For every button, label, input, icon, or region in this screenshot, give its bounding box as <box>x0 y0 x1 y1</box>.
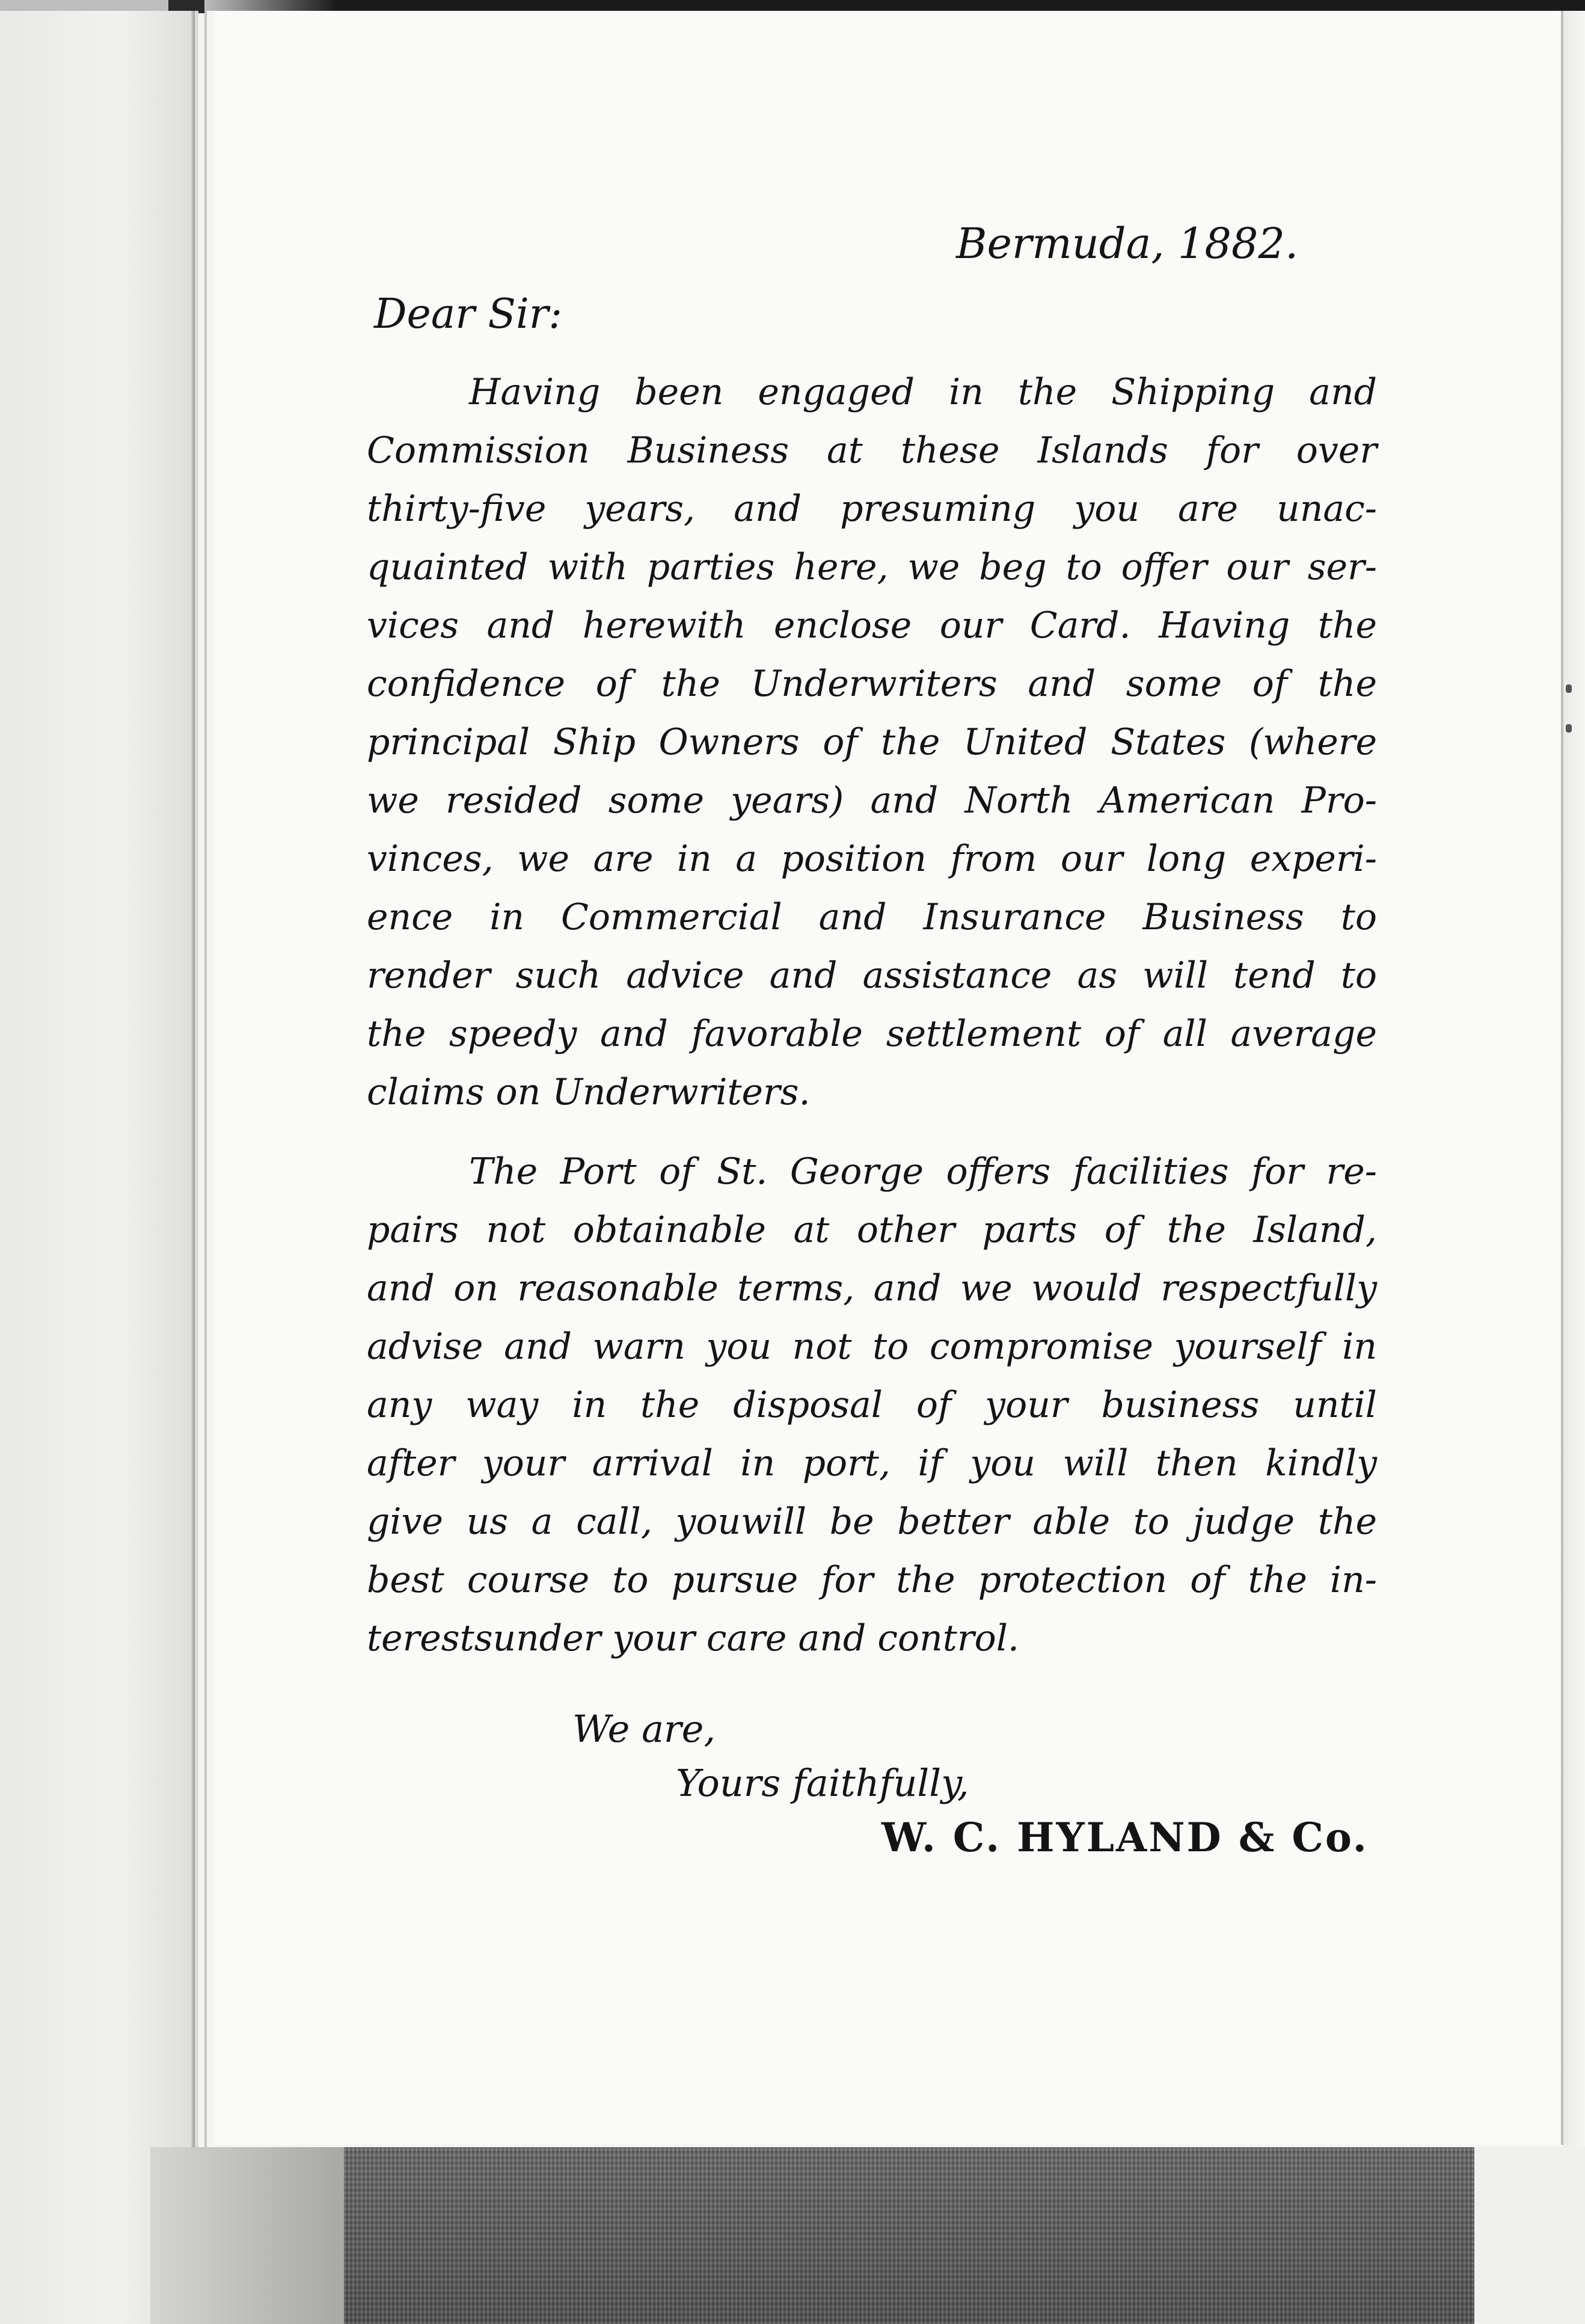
letter-date: Bermuda, 1882. <box>956 219 1299 268</box>
closing-we-are: We are, <box>572 1707 716 1751</box>
text-line: the speedy and favorable settlement of all average <box>367 1013 1377 1055</box>
text-line: ence in Commercial and Insurance Business to <box>367 896 1377 938</box>
text-line: thirty-five years, and presuming you are unac- <box>367 488 1377 530</box>
text-line: vinces, we are in a position from our long experi- <box>367 838 1377 880</box>
signature: W. C. HYLAND & Co. <box>881 1814 1369 1861</box>
text-line: Having been engaged in the Shipping and <box>469 371 1377 413</box>
text-line: claims on Underwriters. <box>367 1071 811 1113</box>
text-line: confidence of the Underwriters and some of the <box>367 663 1377 705</box>
text-line: render such advice and assistance as will tend to <box>367 954 1377 997</box>
text-line: give us a call, youwill be better able to judge the <box>367 1501 1377 1543</box>
text-line: vices and herewith enclose our Card. Having the <box>367 604 1377 647</box>
letter-salutation: Dear Sir: <box>374 290 563 338</box>
text-line: quainted with parties here, we beg to offer our ser- <box>367 546 1377 588</box>
text-line: advise and warn you not to compromise yourself in <box>367 1326 1377 1368</box>
text-line: Commission Business at these Islands for over <box>367 429 1377 472</box>
letter-paragraph-1 <box>367 363 1377 1122</box>
text-line: any way in the disposal of your business until <box>367 1384 1377 1426</box>
text-line: The Port of St. George offers facilities for re- <box>469 1151 1377 1193</box>
text-line: pairs not obtainable at other parts of the Island, <box>367 1209 1377 1251</box>
closing-yours-faithfully: Yours faithfully, <box>676 1761 969 1805</box>
text-line: we resided some years) and North American Pro- <box>367 779 1377 822</box>
text-line: and on reasonable terms, and we would respectfully <box>367 1267 1377 1309</box>
text-line: best course to pursue for the protection of the in- <box>367 1559 1377 1601</box>
letter-paragraph-2 <box>367 1143 1377 1668</box>
text-line: after your arrival in port, if you will then kindly <box>367 1442 1377 1484</box>
text-line: terestsunder your care and control. <box>367 1617 1019 1659</box>
text-line: principal Ship Owners of the United States (where <box>367 721 1377 763</box>
